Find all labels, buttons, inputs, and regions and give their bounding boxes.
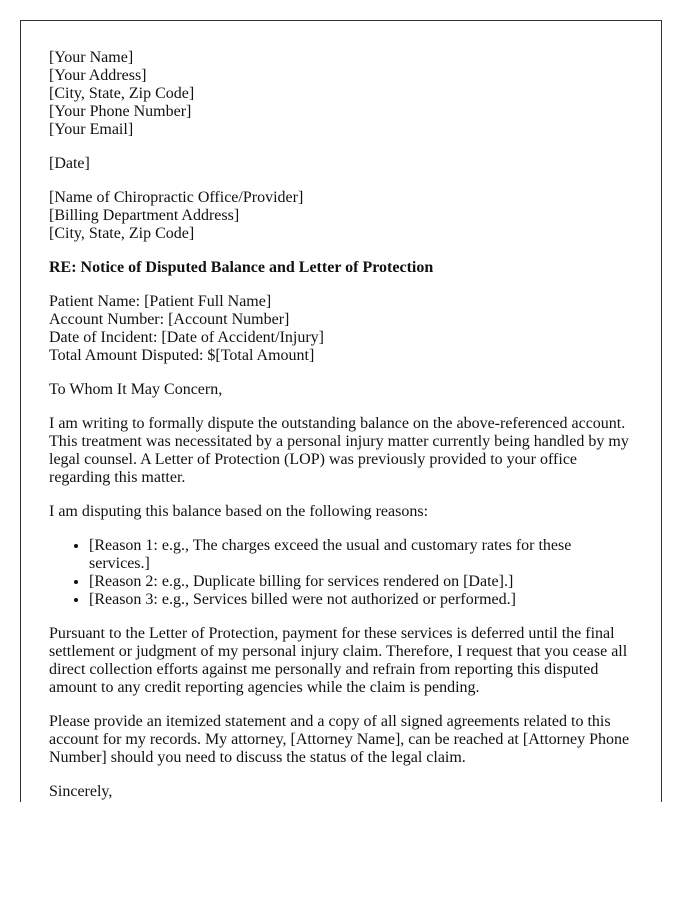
recipient-block — [49, 189, 633, 243]
request-paragraph: Please provide an itemized statement and a copy of all signed agreements related to this account for my records. My attorney, [Attorney Name], can be reached at [Attorney Phone Number] should you need to discuss the status of the legal claim. — [49, 713, 630, 766]
sender-name: [Your Name] — [49, 49, 134, 66]
reason-item: • [Reason 1: e.g., The charges exceed the usual and customary rates for these services.] — [89, 537, 633, 573]
reason-item: • [Reason 3: e.g., Services billed were not authorized or performed.] — [89, 591, 633, 609]
letter-page — [20, 20, 662, 802]
date-block — [49, 155, 633, 173]
total-amount-disputed: Total Amount Disputed: $[Total Amount] — [49, 347, 315, 364]
recipient-city-state-zip: [City, State, Zip Code] — [49, 225, 195, 242]
sender-phone: [Your Phone Number] — [49, 103, 192, 120]
subject-line: RE: Notice of Disputed Balance and Letter of Protection — [49, 259, 434, 276]
page-clip — [20, 20, 662, 802]
sender-block — [49, 49, 633, 139]
recipient-billing-address: [Billing Department Address] — [49, 207, 240, 224]
account-info-block — [49, 293, 633, 365]
intro-paragraph: I am writing to formally dispute the outstanding balance on the above-referenced account. This treatment was necessitated by a personal injury matter currently being handled by my legal counsel. A Letter of Protection (LOP) was previously provided to your office regarding this matter. — [49, 415, 629, 486]
date-of-incident: Date of Incident: [Date of Accident/Injury] — [49, 329, 324, 346]
sender-city-state-zip: [City, State, Zip Code] — [49, 85, 195, 102]
reason-item: • [Reason 2: e.g., Duplicate billing for services rendered on [Date].] — [89, 573, 633, 591]
reasons-list — [49, 537, 633, 609]
patient-name: Patient Name: [Patient Full Name] — [49, 293, 272, 310]
lop-paragraph: Pursuant to the Letter of Protection, payment for these services is deferred until the final settlement or judgment of my personal injury claim. Therefore, I request that you cease all direct collection efforts against me personally and refrain from reporting this disputed amount to any credit reporting agencies while the claim is pending. — [49, 625, 628, 696]
closing: Sincerely, — [49, 783, 113, 800]
salutation: To Whom It May Concern, — [49, 381, 223, 398]
recipient-office: [Name of Chiropractic Office/Provider] — [49, 189, 304, 206]
letter-date: [Date] — [49, 155, 90, 172]
sender-email: [Your Email] — [49, 121, 134, 138]
sender-address: [Your Address] — [49, 67, 147, 84]
account-number: Account Number: [Account Number] — [49, 311, 290, 328]
reasons-lead-paragraph: I am disputing this balance based on the following reasons: — [49, 503, 429, 520]
